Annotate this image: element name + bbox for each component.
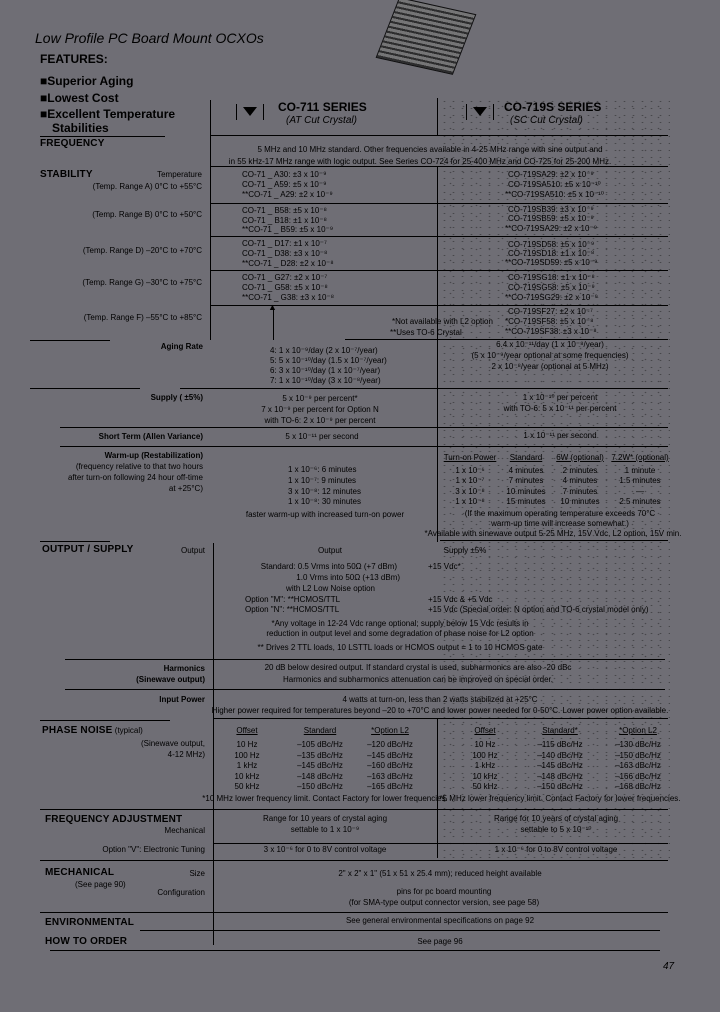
warmup-cell: 1.5 minutes	[619, 476, 661, 485]
warmup-label: Warm-up (Restabilization)	[104, 451, 203, 460]
stability-code: **CO-71 _ B59: ±5 x 10⁻⁹	[242, 225, 334, 234]
phase-noise-cell: 50 kHz	[472, 782, 498, 791]
phase-noise-header: Standard*	[542, 726, 578, 735]
phase-noise-cell: –148 dBc/Hz	[297, 771, 343, 781]
ocxo-product-image	[376, 0, 477, 75]
output-line: 1.0 Vrms into 50Ω (+13 dBm)	[296, 573, 400, 582]
section-output-supply: OUTPUT / SUPPLY	[42, 544, 134, 555]
phase-noise-suffix: (typical)	[114, 726, 143, 735]
size-label: Size	[189, 869, 205, 878]
phase-noise-cell: –165 dBc/Hz	[367, 782, 413, 791]
temp-range-b: (Temp. Range B) 0°C to +50°C	[92, 210, 202, 219]
phase-noise-cell: –140 dBc/Hz	[537, 750, 583, 760]
mechanical-adjust-label: Mechanical	[164, 826, 205, 835]
features-label: FEATURES:	[40, 52, 108, 66]
phase-noise-cell: 10 Hz	[236, 740, 258, 749]
stability-code: CO-719SD58: ±5 x 10⁻⁹	[508, 240, 595, 249]
adjust-value: settable to 1 x 10⁻⁹	[290, 825, 360, 834]
output-line: Standard: 0.5 Vrms into 50Ω (+7 dBm)	[260, 562, 397, 571]
page-title: Low Profile PC Board Mount OCXOs	[35, 30, 264, 46]
output-line: with L2 Low Noise option	[286, 584, 375, 593]
supply-value: 1 x 10⁻¹⁰ per percent	[522, 393, 598, 402]
warmup-footnote: (If the maximum operating temperature exceeds 70°C	[464, 509, 656, 518]
stability-footnote: *Not available with L2 option	[392, 317, 493, 326]
arrow-up-icon: ▲	[268, 302, 277, 312]
phase-noise-cell: 50 kHz	[234, 782, 260, 791]
phase-noise-sub: (Sinewave output,	[140, 739, 205, 748]
warmup-value: 3 x 10⁻⁸: 12 minutes	[288, 487, 361, 496]
series-name: CO-719S SERIES	[504, 100, 602, 114]
temperature-label: Temperature	[157, 170, 202, 179]
phase-noise-note: *10 MHz lower frequency limit. Contact Factory for lower frequencies.	[202, 794, 448, 803]
output-note: ** Drives 2 TTL loads, 10 LSTTL loads or HCMOS output = 1 to 10 HCMOS gate	[257, 643, 543, 652]
phase-noise-cell: 1 kHz	[474, 761, 496, 770]
divider	[210, 100, 211, 340]
divider	[40, 541, 110, 542]
mechanical-sub: (See page 90)	[75, 880, 126, 889]
short-term-value: 5 x 10⁻¹¹ per second	[285, 432, 359, 441]
warmup-cell: 7 minutes	[562, 487, 598, 496]
phase-noise-cell: –115 dBc/Hz	[537, 740, 583, 749]
feature-text: Lowest Cost	[47, 91, 119, 105]
divider	[60, 446, 668, 447]
divider	[40, 912, 668, 913]
warmup-cell: 1 x 10⁻⁷	[455, 476, 485, 485]
section-frequency: FREQUENCY	[40, 138, 105, 149]
warmup-header: Standard	[509, 453, 543, 462]
stability-code: CO-71 _ A30: ±3 x 10⁻⁹	[242, 170, 327, 179]
divider	[210, 203, 668, 204]
supply-value: 5 x 10⁻⁹ per percent*	[282, 394, 358, 403]
divider	[214, 718, 668, 719]
stability-code: CO-71 _ B58: ±5 x 10⁻⁸	[242, 206, 327, 215]
series-name: CO-711 SERIES	[278, 100, 367, 114]
section-frequency-adjustment: FREQUENCY ADJUSTMENT	[45, 814, 183, 825]
divider	[65, 689, 665, 690]
section-environmental: ENVIRONMENTAL	[45, 917, 135, 928]
warmup-cell: 10 minutes	[560, 497, 600, 506]
electronic-tuning-label: Option "V": Electronic Tuning	[102, 845, 205, 854]
divider	[437, 98, 438, 135]
phase-noise-cell: –150 dBc/Hz	[297, 782, 343, 791]
warmup-footnote: warm-up time will increase somewhat.)	[491, 519, 629, 528]
warmup-cell: 2.5 minutes	[619, 497, 661, 506]
aging-value: 7: 1 x 10⁻¹⁰/day (3 x 10⁻⁸/year)	[270, 376, 381, 385]
divider	[210, 305, 668, 306]
warmup-cell: 1 x 10⁻⁸	[455, 497, 485, 506]
stability-code: **CO-71 _ G38: ±3 x 10⁻⁸	[242, 293, 335, 302]
stability-code: CO-719SB39: ±3 x 10⁻⁹	[508, 205, 594, 214]
phase-noise-cell: –148 dBc/Hz	[537, 771, 583, 781]
phase-noise-cell: –150 dBc/Hz	[537, 782, 583, 791]
warmup-value: 1 x 10⁻⁶: 6 minutes	[288, 465, 357, 474]
warmup-cell: 7 minutes	[508, 476, 544, 485]
feature-text: Excellent Temperature	[47, 107, 176, 121]
phase-noise-cell: –120 dBc/Hz	[367, 740, 413, 749]
stability-code: **CO-719SG29: ±2 x 10⁻⁹	[505, 293, 598, 302]
warmup-footnote: *Available with sinewave output 5-25 MHz, 15V Vdc, L2 option, 15V min.	[424, 529, 682, 538]
supply-value: with TO-6: 2 x 10⁻⁹ per percent	[264, 416, 376, 425]
warmup-value: 1 x 10⁻⁸: 30 minutes	[288, 497, 361, 506]
aging-value: 6: 3 x 10⁻¹⁰/day (1 x 10⁻⁷/year)	[270, 366, 381, 375]
phase-noise-header: Standard	[303, 726, 337, 735]
frequency-text: 5 MHz and 10 MHz standard. Other frequencies available in 4-25 MHz range with sine output and	[257, 145, 603, 154]
output-note: reduction in output level and some degradation of phase noise for L2 option	[266, 629, 534, 638]
input-power-text: Higher power required for temperatures beyond –20 to +70°C and lower power needed for 0-50°C. Lower power option available.	[211, 706, 669, 715]
section-how-to-order: HOW TO ORDER	[45, 936, 128, 947]
temp-range-f: (Temp. Range F) –55°C to +85°C	[83, 313, 202, 322]
short-term-value: 1 x 10⁻¹¹ per second	[523, 431, 597, 440]
stability-code: CO-719SB59: ±5 x 10⁻⁹	[508, 214, 594, 223]
phase-noise-cell: –160 dBc/Hz	[367, 761, 413, 770]
output-line: Option "N": **HCMOS/TTL	[245, 605, 340, 614]
harmonics-text: Harmonics and subharmonics attenuation can be improved on special order.	[283, 675, 553, 684]
phase-noise-cell: –145 dBc/Hz	[367, 750, 413, 760]
phase-noise-cell: 100 Hz	[472, 750, 498, 760]
how-to-order-text: See page 96	[417, 937, 463, 946]
divider	[60, 427, 668, 428]
stability-code: **CO-719SA510: ±5 x 10⁻¹⁰	[505, 190, 604, 199]
harmonics-label: Harmonics	[163, 664, 205, 673]
divider	[214, 843, 668, 844]
divider	[440, 540, 668, 541]
warmup-desc: at +25°C)	[168, 484, 203, 493]
stability-code: CO-719SF27: ±2 x 10⁻⁷	[508, 307, 593, 316]
feature-text: Superior Aging	[47, 74, 134, 88]
aging-value: 2 x 10⁻⁸/year (optional at 5 MHz)	[491, 362, 609, 371]
temp-range-g: (Temp. Range G) –30°C to +75°C	[82, 278, 202, 287]
feature-item: Stabilities	[52, 121, 109, 135]
temp-range-d: (Temp. Range D) –20°C to +70°C	[82, 246, 202, 255]
phase-noise-header: *Option L2	[371, 726, 409, 735]
configuration-label: Configuration	[157, 888, 205, 897]
brand-logo-icon	[236, 104, 264, 120]
stability-code: CO-719SA29: ±2 x 10⁻⁹	[508, 170, 594, 179]
configuration-value: (for SMA-type output connector version, see page 58)	[348, 898, 540, 907]
warmup-cell: 3 x 10⁻⁸	[455, 487, 485, 496]
harmonics-sublabel: (Sinewave output)	[136, 675, 205, 684]
input-power-text: 4 watts at turn-on, less than 2 watts stabilized at +25°C	[342, 695, 538, 704]
section-stability: STABILITY	[40, 169, 93, 180]
series-subtitle: (AT Cut Crystal)	[286, 115, 357, 126]
warmup-cell: 15 minutes	[506, 497, 546, 506]
divider	[140, 930, 660, 931]
supply-line: +15 Vdc (Special order: N option and TO-6 crystal model only)	[428, 605, 649, 614]
phase-noise-cell: –105 dBc/Hz	[297, 740, 343, 749]
divider	[437, 166, 438, 542]
size-value: 2" x 2" x 1" (51 x 51 x 25.4 mm); reduced height available	[338, 869, 542, 878]
divider	[65, 659, 665, 660]
harmonics-text: 20 dB below desired output. If standard crystal is used, subharmonics are also -20 dBc	[264, 663, 572, 672]
stability-code: CO-71 _ D17: ±1 x 10⁻⁷	[242, 239, 327, 248]
supply-line: +15 Vdc & +5 Vdc	[428, 595, 493, 604]
phase-noise-header: *Option L2	[619, 726, 657, 735]
divider	[210, 236, 668, 237]
feature-item: ■Lowest Cost	[40, 91, 119, 105]
divider	[40, 720, 170, 721]
output-line: Option "M": **HCMOS/TTL	[245, 595, 341, 604]
phase-noise-cell: –145 dBc/Hz	[297, 761, 343, 770]
stability-code: CO-719SG58: ±5 x 10⁻⁹	[508, 283, 595, 292]
page-number: 47	[663, 961, 675, 972]
warmup-value: 1 x 10⁻⁷: 9 minutes	[288, 476, 357, 485]
adjust-value: Range for 10 years of crystal aging	[262, 814, 388, 823]
warmup-desc: (frequency relative to that two hours	[75, 462, 203, 471]
series-subtitle: (SC Cut Crystal)	[510, 115, 583, 126]
section-phase-noise	[42, 726, 143, 736]
arrow-up-icon	[273, 310, 274, 340]
warmup-cell: 4 minutes	[562, 476, 598, 485]
phase-noise-cell: –130 dBc/Hz	[615, 740, 661, 749]
divider	[40, 860, 668, 861]
environmental-text: See general environmental specifications on page 92	[345, 916, 535, 925]
output-note: *Any voltage in 12-24 Vdc range optional; supply below 15 Vdc results in	[271, 619, 529, 628]
stability-code: CO-71 _ G27: ±2 x 10⁻⁷	[242, 273, 328, 282]
adjust-value: 1 x 10⁻⁶ for 0 to 8V control voltage	[494, 845, 618, 854]
aging-label: Aging Rate	[160, 342, 203, 351]
warmup-cell: 1 x 10⁻⁶	[455, 466, 485, 475]
stability-code: CO-71 _ D38: ±3 x 10⁻⁸	[242, 249, 328, 258]
warmup-cell: 4 minutes	[508, 466, 544, 475]
output-sublabel: Output	[180, 546, 205, 555]
warmup-cell: 10 minutes	[506, 487, 546, 496]
stability-code: **CO-719SD59: ±5 x 10⁻⁹	[505, 258, 598, 267]
supply-label: Supply ( ±5%)	[150, 393, 203, 402]
frequency-text: in 55 kHz-17 MHz range with logic output. See Series CO-724 for 25-400 MHz and CO-725 for 25-200 MHz.	[228, 157, 612, 166]
divider	[40, 136, 165, 137]
warmup-header: 7.2W* (optional)	[611, 453, 669, 462]
divider	[30, 388, 140, 389]
phase-noise-label: PHASE NOISE	[42, 725, 113, 736]
stability-code: CO-71 _ B18: ±1 x 10⁻⁸	[242, 216, 327, 225]
configuration-value: pins for pc board mounting	[396, 887, 492, 896]
adjust-value: settable to 5 x 10⁻¹⁰	[520, 825, 592, 834]
phase-noise-cell: –163 dBc/Hz	[615, 761, 661, 770]
supply-value: 7 x 10⁻⁹ per percent for Option N	[261, 405, 379, 414]
supply-value: with TO-6: 5 x 10⁻¹¹ per percent	[503, 404, 617, 413]
short-term-label: Short Term (Allen Variance)	[98, 432, 203, 441]
stability-code: **CO-719SF38: ±3 x 10⁻⁸	[505, 327, 597, 336]
stability-code: **CO-71 _ A29: ±2 x 10⁻⁹	[242, 190, 333, 199]
stability-code: CO-71 _ G58: ±5 x 10⁻⁸	[242, 283, 328, 292]
phase-noise-cell: 1 kHz	[236, 761, 258, 770]
phase-noise-note: *5 MHz lower frequency limit. Contact Factory for lower frequencies.	[439, 794, 681, 803]
supply-column-header: Supply ±5%	[443, 546, 487, 555]
warmup-note: faster warm-up with increased turn-on power	[245, 510, 405, 519]
warmup-header: Turn-on Power	[443, 453, 497, 462]
stability-code: CO-71 _ A59: ±5 x 10⁻⁹	[242, 180, 327, 189]
section-mechanical: MECHANICAL	[45, 867, 115, 878]
stability-code: CO-719SG18: ±1 x 10⁻⁸	[508, 273, 595, 282]
stability-code: **CO-719SA29: ±2 x 10⁻⁹	[505, 224, 598, 233]
aging-value: 5: 5 x 10⁻¹⁰/day (1.5 x 10⁻⁷/year)	[270, 356, 387, 365]
aging-value: 6.4 x 10⁻¹¹/day (1 x 10⁻⁸/year)	[496, 340, 604, 349]
warmup-header: 6W (optional)	[556, 453, 604, 462]
divider	[40, 809, 668, 810]
stability-footnote: **Uses TO-6 Crystal	[390, 328, 462, 337]
warmup-cell: 2 minutes	[562, 466, 598, 475]
phase-noise-cell: –168 dBc/Hz	[615, 782, 661, 791]
phase-noise-cell: –163 dBc/Hz	[367, 771, 413, 781]
stability-code: CO-719SD18: ±1 x 10⁻⁸	[508, 249, 595, 258]
phase-noise-cell: 10 kHz	[234, 771, 260, 781]
warmup-cell: —	[636, 487, 644, 496]
phase-noise-header: Offset	[474, 726, 496, 735]
phase-noise-cell: 100 Hz	[234, 750, 260, 760]
stability-code: *CO-719SF58: ±5 x 10⁻⁸	[505, 317, 594, 326]
brand-logo-icon	[466, 104, 494, 120]
warmup-desc: after turn-on following 24 hour off-time	[67, 473, 203, 482]
divider	[210, 270, 668, 271]
divider	[180, 388, 668, 389]
stability-code: CO-719SA510: ±5 x 10⁻¹⁰	[508, 180, 601, 189]
phase-noise-header: Offset	[236, 726, 258, 735]
temp-range-a: (Temp. Range A) 0°C to +55°C	[92, 182, 202, 191]
feature-item: ■Superior Aging	[40, 74, 134, 88]
feature-item: ■Excellent Temperature	[40, 107, 176, 121]
phase-noise-cell: 10 kHz	[472, 771, 498, 781]
stability-code: **CO-71 _ D28: ±2 x 10⁻⁸	[242, 259, 334, 268]
divider	[213, 543, 214, 945]
divider	[30, 340, 110, 341]
supply-line: +15 Vdc*	[428, 562, 461, 571]
input-power-label: Input Power	[159, 695, 205, 704]
phase-noise-cell: –135 dBc/Hz	[297, 750, 343, 760]
divider	[50, 950, 660, 951]
phase-noise-cell: 10 Hz	[474, 740, 496, 749]
adjust-value: Range for 10 years of crystal aging	[493, 814, 619, 823]
divider	[210, 135, 668, 136]
aging-value: (5 x 10⁻⁹/year optional at some frequencies)	[471, 351, 629, 360]
aging-value: 4: 1 x 10⁻⁹/day (2 x 10⁻⁷/year)	[270, 346, 378, 355]
phase-noise-cell: –150 dBc/Hz	[615, 750, 661, 760]
phase-noise-cell: –166 dBc/Hz	[615, 771, 661, 781]
adjust-value: 3 x 10⁻⁶ for 0 to 8V control voltage	[263, 845, 387, 854]
divider	[437, 718, 438, 858]
phase-noise-cell: –145 dBc/Hz	[537, 761, 583, 770]
output-column-header: Output	[317, 546, 343, 555]
phase-noise-sub: 4-12 MHz)	[167, 750, 205, 759]
warmup-cell: 1 minute	[624, 466, 656, 475]
